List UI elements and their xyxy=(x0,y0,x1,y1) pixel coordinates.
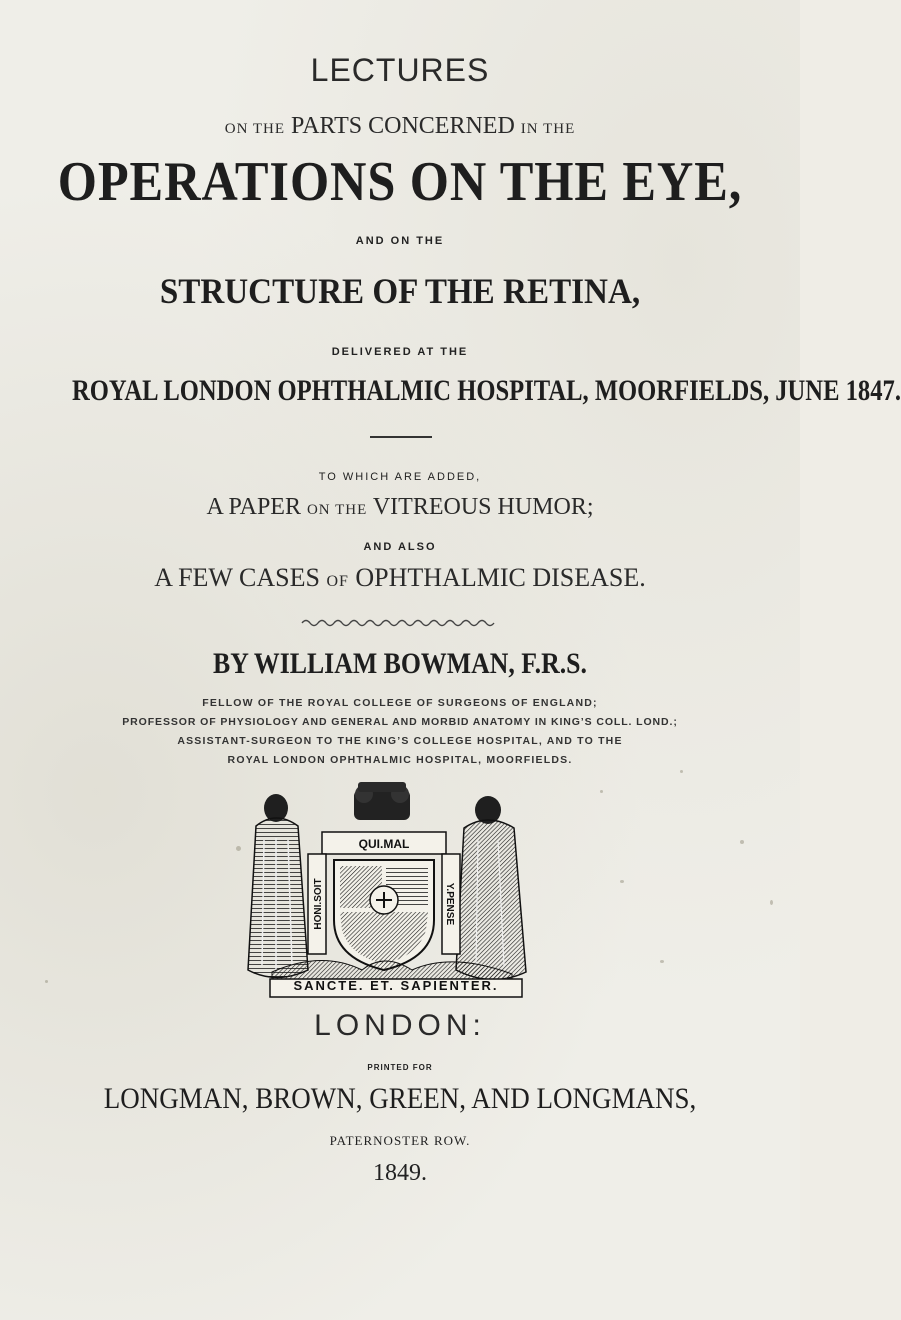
credential-line: ROYAL LONDON OPHTHALMIC HOSPITAL, MOORFIELDS. xyxy=(227,754,573,766)
parts-middle: PARTS CONCERNED xyxy=(291,113,515,139)
subject-title: STRUCTURE OF THE RETINA, xyxy=(159,271,641,311)
cases-line xyxy=(0,563,800,593)
paper-rest: VITREOUS HUMOR; xyxy=(372,494,594,520)
and-on-the: AND ON THE xyxy=(355,235,445,247)
imprint-city: LONDON: xyxy=(314,1009,486,1042)
wavy-ornament xyxy=(300,617,500,629)
cases-prefix: A FEW CASES xyxy=(154,563,320,592)
shield xyxy=(334,860,434,970)
heading-lectures: LECTURES xyxy=(310,52,490,88)
printers-device-engraving xyxy=(242,780,532,998)
right-figure xyxy=(456,796,526,980)
banner-text-top: QUI.MAL xyxy=(358,837,410,851)
credential-line: PROFESSOR OF PHYSIOLOGY AND GENERAL AND MORBID ANATOMY IN KING’S COLL. LOND.; xyxy=(122,716,678,728)
paper-speck xyxy=(45,980,48,983)
publisher: LONGMAN, BROWN, GREEN, AND LONGMANS, xyxy=(103,1082,697,1115)
divider-rule xyxy=(370,436,432,438)
cases-conj: OF xyxy=(326,573,349,590)
and-also: AND ALSO xyxy=(363,541,437,553)
cases-rest: OPHTHALMIC DISEASE. xyxy=(355,563,646,592)
parts-prefix: ON THE xyxy=(224,121,286,137)
main-title: OPERATIONS ON THE EYE, xyxy=(57,151,743,213)
paper-speck xyxy=(600,790,603,793)
author: BY WILLIAM BOWMAN, F.R.S. xyxy=(213,647,587,680)
banner-text-right: Y.PENSE xyxy=(444,882,455,926)
credential-line: FELLOW OF THE ROYAL COLLEGE OF SURGEONS OF ENGLAND; xyxy=(202,697,598,709)
publisher-address: PATERNOSTER ROW. xyxy=(329,1133,471,1148)
publication-year: 1849. xyxy=(373,1160,427,1186)
credential-line: ASSISTANT-SURGEON TO THE KING’S COLLEGE HOSPITAL, AND TO THE xyxy=(177,735,623,747)
paper-speck xyxy=(236,846,241,851)
printed-for: PRINTED FOR xyxy=(367,1063,433,1072)
banner-text-left: HONI.SOIT xyxy=(313,878,324,930)
delivered-at: DELIVERED AT THE xyxy=(331,346,469,358)
paper-conj: ON THE xyxy=(306,502,368,518)
device-motto: SANCTE. ET. SAPIENTER. xyxy=(293,978,499,993)
paper-speck xyxy=(770,900,773,905)
crest xyxy=(354,782,410,820)
venue: ROYAL LONDON OPHTHALMIC HOSPITAL, MOORFIELDS, JUNE 1847. xyxy=(72,374,901,407)
paper-speck xyxy=(740,840,744,844)
to-which-added: TO WHICH ARE ADDED, xyxy=(318,471,482,483)
paper-speck xyxy=(660,960,664,963)
paper-prefix: A PAPER xyxy=(206,494,301,520)
paper-speck xyxy=(620,880,624,883)
paper-line xyxy=(0,494,800,521)
parts-concerned-line xyxy=(0,113,800,140)
left-figure xyxy=(248,794,308,978)
paper-speck xyxy=(680,770,683,773)
parts-conj: IN THE xyxy=(520,121,576,137)
